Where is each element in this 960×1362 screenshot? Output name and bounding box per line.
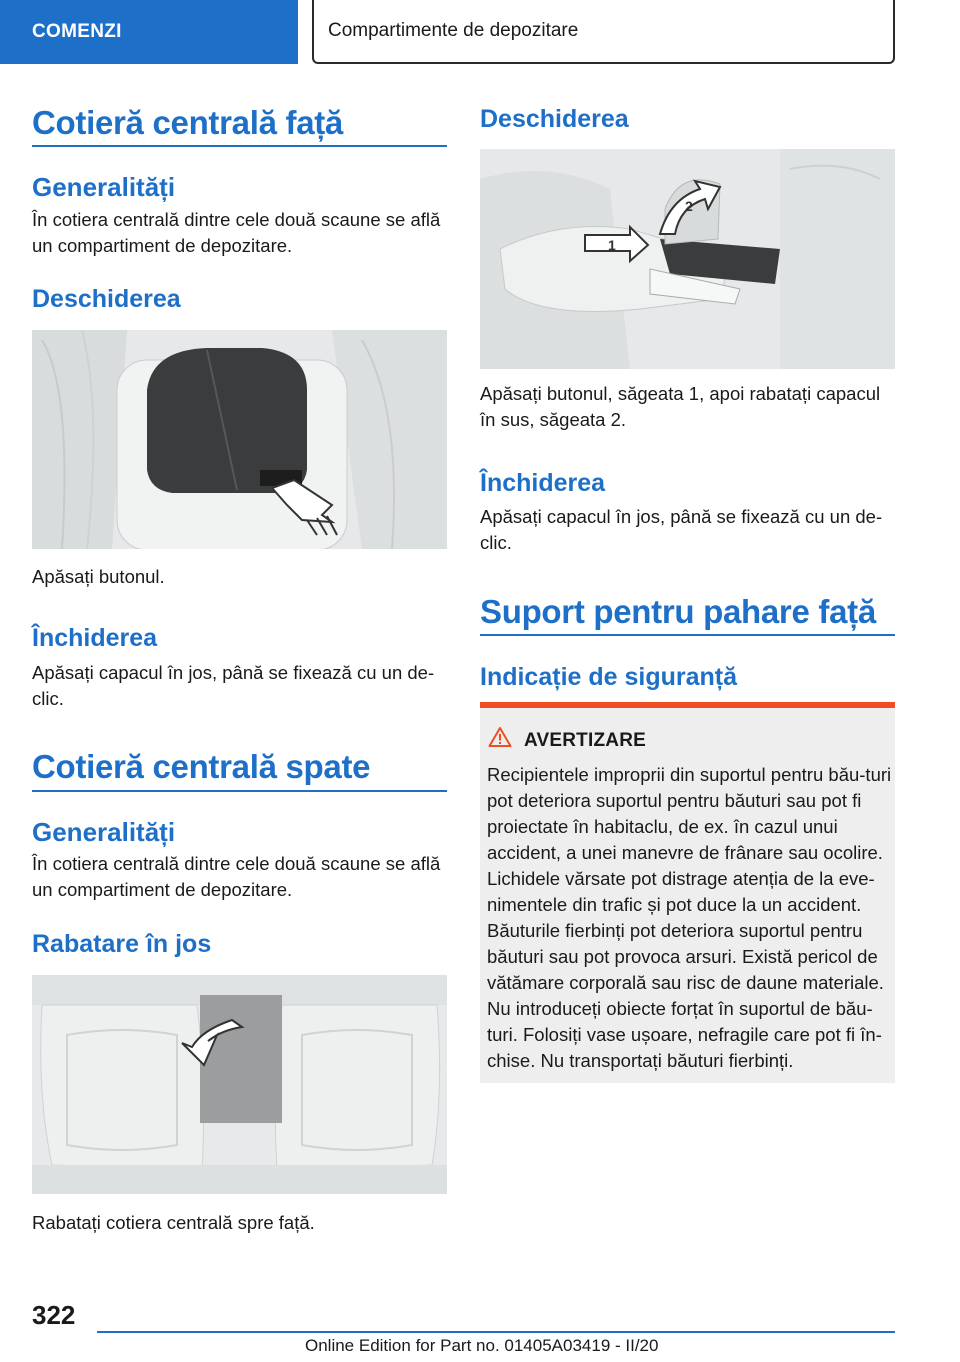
heading-general-rear: Generalități <box>32 817 176 847</box>
figure-front-armrest <box>32 330 447 549</box>
title-rule <box>480 634 895 636</box>
heading-open-rear: Deschiderea <box>480 105 629 133</box>
paragraph-close-rear: Apăsați capacul în jos, până se fixează cu un de-clic. <box>480 506 883 553</box>
caption-open-rear: Apăsați butonul, săgeata 1, apoi rabatați capacul în sus, săgeata 2. <box>480 383 881 430</box>
footer-edition: Online Edition for Part no. 01405A03419 - II/20 <box>305 1336 659 1355</box>
heading-open-front: Deschiderea <box>32 285 181 313</box>
section-title-rear-armrest: Cotieră centrală spate <box>32 748 371 785</box>
paragraph-general-rear: În cotiera centrală dintre cele două scaune se află un compartiment de depozitare. <box>32 853 441 900</box>
section-title-front-armrest: Cotieră centrală față <box>32 104 343 141</box>
paragraph-general-front: În cotiera centrală dintre cele două scaune se află un compartiment de depozitare. <box>32 209 441 256</box>
arrow-1-label: 1 <box>608 237 616 253</box>
caption-fold-down: Rabatați cotiera centrală spre față. <box>32 1212 315 1233</box>
warning-title: AVERTIZARE <box>524 730 646 751</box>
caption-open-front: Apăsați butonul. <box>32 566 165 587</box>
warning-triangle-icon <box>488 726 512 748</box>
paragraph-close-front: Apăsați capacul în jos, până se fixează cu un de-clic. <box>32 662 435 709</box>
heading-fold-down: Rabatare în jos <box>32 930 212 958</box>
heading-safety: Indicație de siguranță <box>480 663 738 691</box>
figure-rear-open <box>480 149 895 369</box>
section-tab: COMENZI <box>0 0 298 64</box>
footer-rule <box>97 1331 895 1333</box>
section-title-cupholder: Suport pentru pahare față <box>480 593 876 630</box>
heading-close-front: Închiderea <box>32 624 158 652</box>
page-number: 322 <box>32 1300 76 1330</box>
heading-general-front: Generalități <box>32 172 176 202</box>
title-rule <box>32 145 447 147</box>
warning-bar <box>480 702 895 708</box>
title-rule <box>32 790 447 792</box>
heading-close-rear: Închiderea <box>480 469 606 497</box>
chapter-title: Compartimente de depozitare <box>312 0 895 64</box>
arrow-2-label: 2 <box>685 198 693 214</box>
warning-text: Recipientele improprii din suportul pentru bău-turi pot deteriora suportul pentru băuturi sau pot fi proiectate în habitaclu, de ex. în cazul unui accident, a unei manevre de frânare sau ocolire. Lichidele vărsate pot distrage atenția de la eve-nimentele din trafic și pot duce la un accident. Băuturile fierbinți pot deteriora suportul pentru băuturi sau pot provoca arsuri. Există pericol de vătămare corporală sau risc de daune materiale. Nu introduceți obiecte forțat în suportul de bău-turi. Folosiți vase ușoare, nefragile care pot fi în-chise. Nu transportați băuturi fierbinți. <box>487 764 892 1071</box>
warning-box <box>480 702 895 1083</box>
figure-rear-armrest <box>32 975 447 1194</box>
